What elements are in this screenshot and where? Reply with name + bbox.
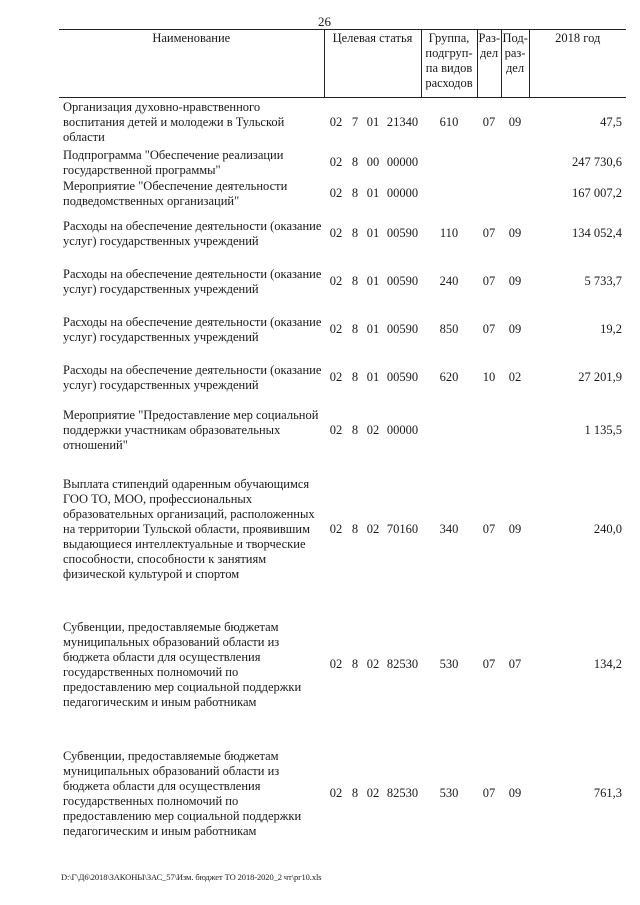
- table-row: [59, 600, 626, 730]
- target-code-subprogram: 8: [351, 786, 359, 800]
- target-code-measure: 02: [366, 423, 380, 437]
- target-code-direction: 00590: [386, 274, 419, 288]
- target-code-measure: 01: [366, 274, 380, 288]
- amount-2018: 47,5: [600, 115, 623, 130]
- expense-group: [421, 148, 477, 178]
- amount-2018: 27 201,9: [578, 370, 623, 384]
- table-row: [59, 98, 626, 148]
- section-code: 07: [482, 322, 496, 336]
- target-code-subprogram: 8: [351, 370, 359, 384]
- subsection-code: 09: [508, 226, 522, 240]
- row-name: Субвенции, предоставляемые бюджетам муниципальных образований области из бюджета области для осуществления государственных полномочий по предоставлению мер социальной поддержки педагогическим и иным работникам: [63, 748, 302, 838]
- header-subsection: Под- раз- дел: [501, 30, 529, 98]
- target-code-direction: 82530: [386, 657, 419, 671]
- target-code-subprogram: 8: [351, 155, 359, 169]
- target-code-direction: 00000: [386, 186, 419, 200]
- table-row: [59, 258, 626, 306]
- target-code-program: 02: [329, 186, 343, 200]
- amount-2018: 167 007,2: [572, 186, 623, 200]
- target-code-subprogram: 7: [351, 115, 359, 130]
- target-code-program: 02: [329, 522, 343, 536]
- section-code: 10: [482, 370, 496, 384]
- subsection-code: 09: [508, 322, 522, 336]
- row-name: Субвенции, предоставляемые бюджетам муниципальных образований области из бюджета области для осуществления государственных полномочий по предоставлению мер социальной поддержки педагогическим и иным работникам: [63, 619, 302, 709]
- header-name: Наименование: [59, 30, 324, 98]
- table-row: [59, 306, 626, 354]
- target-code-measure: 02: [366, 786, 380, 800]
- row-name: Организация духовно-нравственного воспитания детей и молодежи в Тульской области: [63, 100, 285, 145]
- section-code: 07: [482, 657, 496, 671]
- subsection-code: 02: [508, 370, 522, 384]
- target-code-program: 02: [329, 322, 343, 336]
- amount-2018: 19,2: [600, 322, 623, 336]
- amount-2018: 240,0: [593, 522, 623, 536]
- expense-group: 610: [439, 115, 459, 130]
- target-code-measure: 01: [366, 226, 380, 240]
- row-name: Мероприятие "Обеспечение деятельности подведомственных организаций": [63, 178, 288, 208]
- row-name: Расходы на обеспечение деятельности (оказание услуг) государственных учреждений: [63, 218, 322, 248]
- amount-2018: 134,2: [593, 657, 623, 671]
- row-name: Расходы на обеспечение деятельности (оказание услуг) государственных учреждений: [63, 314, 322, 344]
- target-code-program: 02: [329, 155, 343, 169]
- row-name: Расходы на обеспечение деятельности (оказание услуг) государственных учреждений: [63, 362, 322, 392]
- table-row: [59, 178, 626, 210]
- subsection-code: 09: [508, 786, 522, 800]
- expense-group: 340: [439, 522, 459, 536]
- section-code: [477, 148, 501, 178]
- header-group: Группа, подгруп- па видов расходов: [421, 30, 477, 98]
- target-code-subprogram: 8: [351, 522, 359, 536]
- file-path-footer: D:\Г\Д6\2018\ЗАКОНЫ\ЗАС_57\Изм. бюджет ТО 2018-2020_2 чт\рг10.xls: [61, 872, 322, 882]
- expense-group: 620: [439, 370, 459, 384]
- table-row: [59, 354, 626, 402]
- section-code: [477, 178, 501, 210]
- subsection-code: 07: [508, 657, 522, 671]
- header-year: 2018 год: [529, 30, 626, 98]
- section-code: 07: [482, 786, 496, 800]
- row-name: Выплата стипендий одаренным обучающимся ГОО ТО, МОО, профессиональных образовательных организаций, расположенных на территории Тульской области, проявившим выдающиеся интеллектуальные и творческие способности, способности к занятиям физической культурой и спортом: [63, 477, 315, 581]
- section-code: 07: [482, 274, 496, 288]
- target-code-direction: 00590: [386, 226, 419, 240]
- expense-group: 530: [439, 657, 459, 671]
- amount-2018: 247 730,6: [572, 155, 623, 169]
- target-code-subprogram: 8: [351, 274, 359, 288]
- table-row: [59, 730, 626, 858]
- target-code-program: 02: [329, 274, 343, 288]
- subsection-code: [501, 402, 529, 460]
- target-code-program: 02: [329, 657, 343, 671]
- target-code-subprogram: 8: [351, 657, 359, 671]
- expense-group: [421, 402, 477, 460]
- target-code-program: 02: [329, 370, 343, 384]
- table-row: [59, 460, 626, 600]
- subsection-code: [501, 148, 529, 178]
- subsection-code: 09: [508, 274, 522, 288]
- row-name: Подпрограмма "Обеспечение реализации государственной программы": [63, 147, 284, 177]
- target-code-direction: 82530: [386, 786, 419, 800]
- target-code-direction: 00590: [386, 322, 419, 336]
- subsection-code: [501, 178, 529, 210]
- target-code-direction: 21340: [386, 115, 419, 130]
- expense-group: [421, 178, 477, 210]
- target-code-measure: 00: [366, 155, 380, 169]
- header-target: Целевая статья: [324, 30, 421, 98]
- target-code-measure: 02: [366, 657, 380, 671]
- header-row: [59, 30, 626, 98]
- target-code-measure: 02: [366, 522, 380, 536]
- header-section: Раз- дел: [477, 30, 501, 98]
- table-row: [59, 210, 626, 258]
- target-code-subprogram: 8: [351, 226, 359, 240]
- target-code-direction: 00590: [386, 370, 419, 384]
- subsection-code: 09: [508, 115, 522, 130]
- expense-group: 530: [439, 786, 459, 800]
- target-code-direction: 00000: [386, 423, 419, 437]
- row-name: Расходы на обеспечение деятельности (оказание услуг) государственных учреждений: [63, 266, 322, 296]
- target-code-subprogram: 8: [351, 423, 359, 437]
- page-number: 26: [318, 14, 331, 29]
- target-code-measure: 01: [366, 322, 380, 336]
- target-code-subprogram: 8: [351, 186, 359, 200]
- expense-group: 110: [439, 226, 459, 240]
- section-code: 07: [482, 522, 496, 536]
- section-code: 07: [482, 226, 496, 240]
- target-code-direction: 00000: [386, 155, 419, 169]
- target-code-measure: 01: [366, 370, 380, 384]
- target-code-program: 02: [329, 115, 343, 130]
- amount-2018: 761,3: [593, 786, 623, 800]
- section-code: [477, 402, 501, 460]
- amount-2018: 134 052,4: [572, 226, 623, 240]
- table-row: [59, 402, 626, 460]
- target-code-program: 02: [329, 423, 343, 437]
- subsection-code: 09: [508, 522, 522, 536]
- target-code-program: 02: [329, 226, 343, 240]
- budget-table: [59, 29, 626, 858]
- table-row: [59, 148, 626, 178]
- amount-2018: 1 135,5: [584, 423, 623, 437]
- expense-group: 240: [439, 274, 459, 288]
- target-code-subprogram: 8: [351, 322, 359, 336]
- section-code: 07: [482, 115, 496, 130]
- target-code-direction: 70160: [386, 522, 419, 536]
- amount-2018: 5 733,7: [584, 274, 623, 288]
- target-code-program: 02: [329, 786, 343, 800]
- row-name: Мероприятие "Предоставление мер социальной поддержки участникам образовательных отношений": [63, 408, 319, 452]
- target-code-measure: 01: [366, 186, 380, 200]
- expense-group: 850: [439, 322, 459, 336]
- target-code-measure: 01: [366, 115, 380, 130]
